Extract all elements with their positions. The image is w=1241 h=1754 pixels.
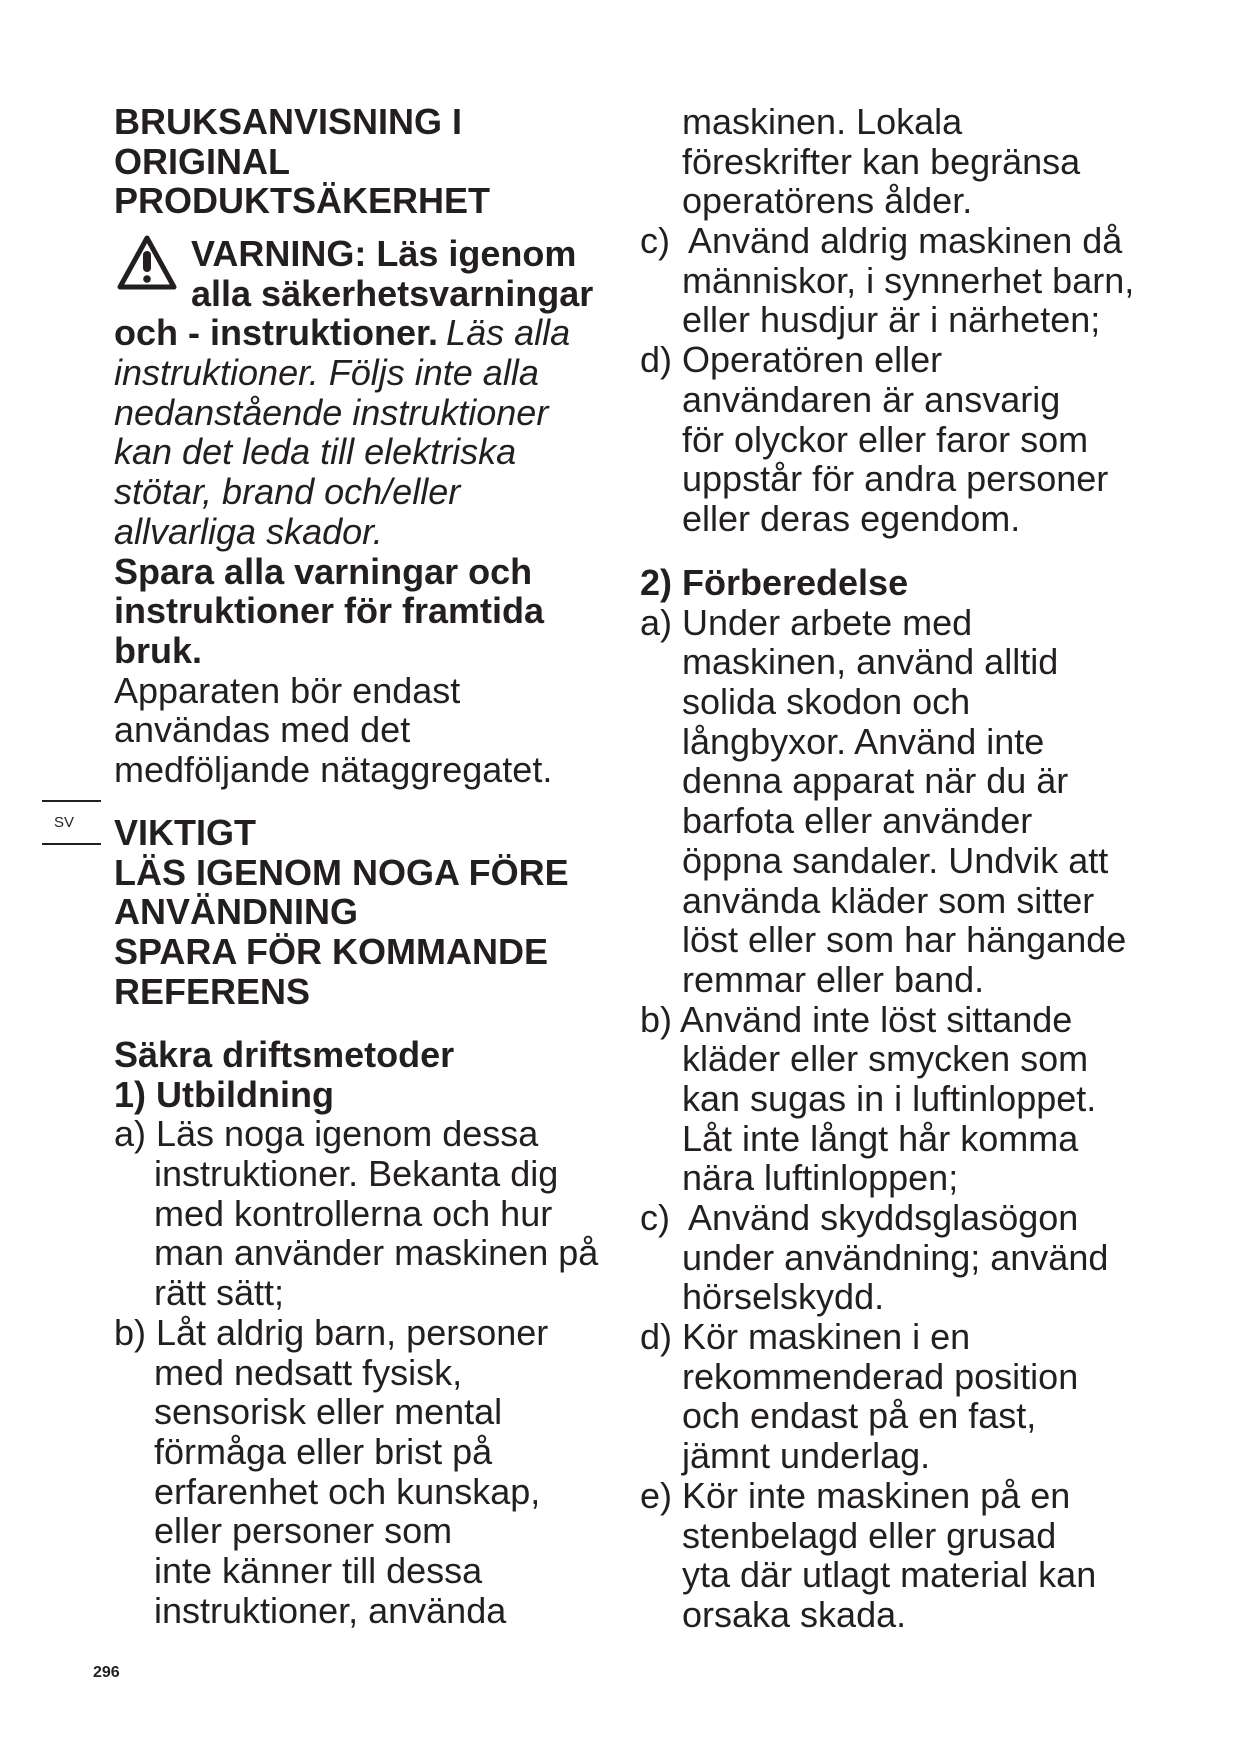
list-item-line: löst eller som har hängande xyxy=(682,919,1127,961)
list-item-line: eller deras egendom. xyxy=(682,497,1021,539)
list-item-line: rätt sätt; xyxy=(154,1272,285,1314)
title-line: ORIGINAL xyxy=(114,140,290,182)
list-item-line: a) Under arbete med xyxy=(640,601,973,643)
list-item-line: hörselskydd. xyxy=(682,1276,885,1318)
list-item-line: inte känner till dessa xyxy=(154,1549,483,1591)
safe-operation-section xyxy=(114,1035,634,1630)
important-line: REFERENS xyxy=(114,970,311,1012)
warning-italic-line: instruktioner. Följs inte alla xyxy=(114,352,539,394)
power-supply-note-line: medföljande nätaggregatet. xyxy=(114,748,553,790)
important-line: ANVÄNDNING xyxy=(114,891,359,933)
list-item-line: människor, i synnerhet barn, xyxy=(682,259,1135,301)
list-item-line: kan sugas in i luftinloppet. xyxy=(682,1077,1097,1119)
list-item-line: solida skodon och xyxy=(682,681,971,723)
list-item-line: b) Använd inte löst sittande xyxy=(640,998,1073,1040)
list-item-continuation xyxy=(640,102,1200,221)
list-item-line: maskinen. Lokala xyxy=(682,101,963,142)
list-item-line: operatörens ålder. xyxy=(682,180,973,222)
list-item xyxy=(640,1476,1200,1635)
important-notice xyxy=(114,813,634,1011)
list-item-line: e) Kör inte maskinen på en xyxy=(640,1474,1071,1516)
list-item-line: a) Läs noga igenom dessa xyxy=(114,1113,539,1155)
list-item-line: c) Använd aldrig maskinen då xyxy=(640,220,1123,262)
list-item-line: Låt inte långt hår komma xyxy=(682,1117,1079,1159)
warning-heading-line: VARNING: Läs igenom xyxy=(191,233,577,274)
warning-italic-text: Läs alla xyxy=(446,312,571,354)
list-item-line: använda kläder som sitter xyxy=(682,879,1095,921)
warning-heading-tail: och - instruktioner. xyxy=(114,312,439,354)
power-supply-note-line: Apparaten bör endast xyxy=(114,669,461,711)
warning-italic-line: kan det leda till elektriska xyxy=(114,431,517,473)
power-supply-note-line: användas med det xyxy=(114,709,411,751)
important-line: LÄS IGENOM NOGA FÖRE xyxy=(114,851,569,893)
list-item xyxy=(114,1313,634,1631)
warning-heading-line: alla säkerhetsvarningar xyxy=(191,272,594,314)
language-tab-label: SV xyxy=(54,814,75,831)
list-item-line: instruktioner. Bekanta dig xyxy=(154,1153,559,1195)
subsection-heading: 1) Utbildning xyxy=(114,1073,334,1115)
important-line: SPARA FÖR KOMMANDE xyxy=(114,931,548,973)
list-item-line: jämnt underlag. xyxy=(682,1435,931,1477)
warning-italic-line: stötar, brand och/eller xyxy=(114,471,461,513)
list-item xyxy=(640,340,1200,538)
list-item-line: under användning; använd xyxy=(682,1236,1109,1278)
list-item xyxy=(640,1317,1200,1476)
list-item-line: erfarenhet och kunskap, xyxy=(154,1470,541,1512)
document-title xyxy=(114,102,634,221)
warning-mixed-line xyxy=(114,313,634,353)
list-item-line: d) Kör maskinen i en xyxy=(640,1316,971,1358)
warning-italic-line: allvarliga skador. xyxy=(114,510,383,552)
subsection-heading: 2) Förberedelse xyxy=(640,562,909,603)
list-item xyxy=(640,1198,1200,1317)
list-item-line: d) Operatören eller xyxy=(640,339,943,381)
list-item xyxy=(114,1114,634,1312)
list-item-line: rekommenderad position xyxy=(682,1355,1079,1397)
list-item-line: nära luftinloppen; xyxy=(682,1157,959,1199)
language-tab-rule-bottom xyxy=(42,843,101,845)
list-item-line: långbyxor. Använd inte xyxy=(682,720,1045,762)
save-instructions-line: instruktioner för framtida xyxy=(114,590,545,632)
list-item-line: c) Använd skyddsglasögon xyxy=(640,1197,1079,1238)
list-item-line: yta där utlagt material kan xyxy=(682,1554,1097,1596)
list-item-line: orsaka skada. xyxy=(682,1593,907,1635)
list-item-line: användaren är ansvarig xyxy=(682,378,1061,420)
list-item-line: förmåga eller brist på xyxy=(154,1430,493,1472)
list-item-line: instruktioner, använda xyxy=(154,1589,507,1631)
training-continued xyxy=(640,102,1200,539)
safety-warning xyxy=(114,234,634,790)
warning-italic-line: nedanstående instruktioner xyxy=(114,391,549,433)
list-item-line: barfota eller använder xyxy=(682,800,1033,842)
list-item xyxy=(640,1000,1200,1198)
list-item-line: b) Låt aldrig barn, personer xyxy=(114,1311,549,1353)
language-tab-rule-top xyxy=(42,800,101,802)
list-item-line: denna apparat när du är xyxy=(682,760,1069,802)
title-line: PRODUKTSÄKERHET xyxy=(114,180,491,222)
list-item-line: med nedsatt fysisk, xyxy=(154,1351,463,1393)
preparation-section xyxy=(640,563,1200,1635)
list-item-line: öppna sandaler. Undvik att xyxy=(682,839,1109,881)
list-item-line: stenbelagd eller grusad xyxy=(682,1514,1057,1556)
list-item xyxy=(640,603,1200,1000)
title-line: BRUKSANVISNING I xyxy=(114,101,463,142)
list-item-line: för olyckor eller faror som xyxy=(682,418,1089,460)
list-item-line: eller personer som xyxy=(154,1510,453,1552)
list-item-line: sensorisk eller mental xyxy=(154,1391,503,1433)
save-instructions-line: bruk. xyxy=(114,629,203,671)
list-item-line: maskinen, använd alltid xyxy=(682,641,1059,683)
important-line: VIKTIGT xyxy=(114,812,256,853)
list-item-line: eller husdjur är i närheten; xyxy=(682,299,1101,341)
list-item-line: remmar eller band. xyxy=(682,958,985,1000)
list-item-line: man använder maskinen på xyxy=(154,1232,599,1274)
list-item xyxy=(640,221,1200,340)
save-instructions-line: Spara alla varningar och xyxy=(114,550,533,592)
list-item-line: uppstår för andra personer xyxy=(682,458,1109,500)
list-item-line: föreskrifter kan begränsa xyxy=(682,140,1081,182)
page-number: 296 xyxy=(93,1664,120,1681)
section-heading: Säkra driftsmetoder xyxy=(114,1034,455,1075)
list-item-line: kläder eller smycken som xyxy=(682,1038,1089,1080)
list-item-line: med kontrollerna och hur xyxy=(154,1192,553,1234)
list-item-line: och endast på en fast, xyxy=(682,1395,1037,1437)
